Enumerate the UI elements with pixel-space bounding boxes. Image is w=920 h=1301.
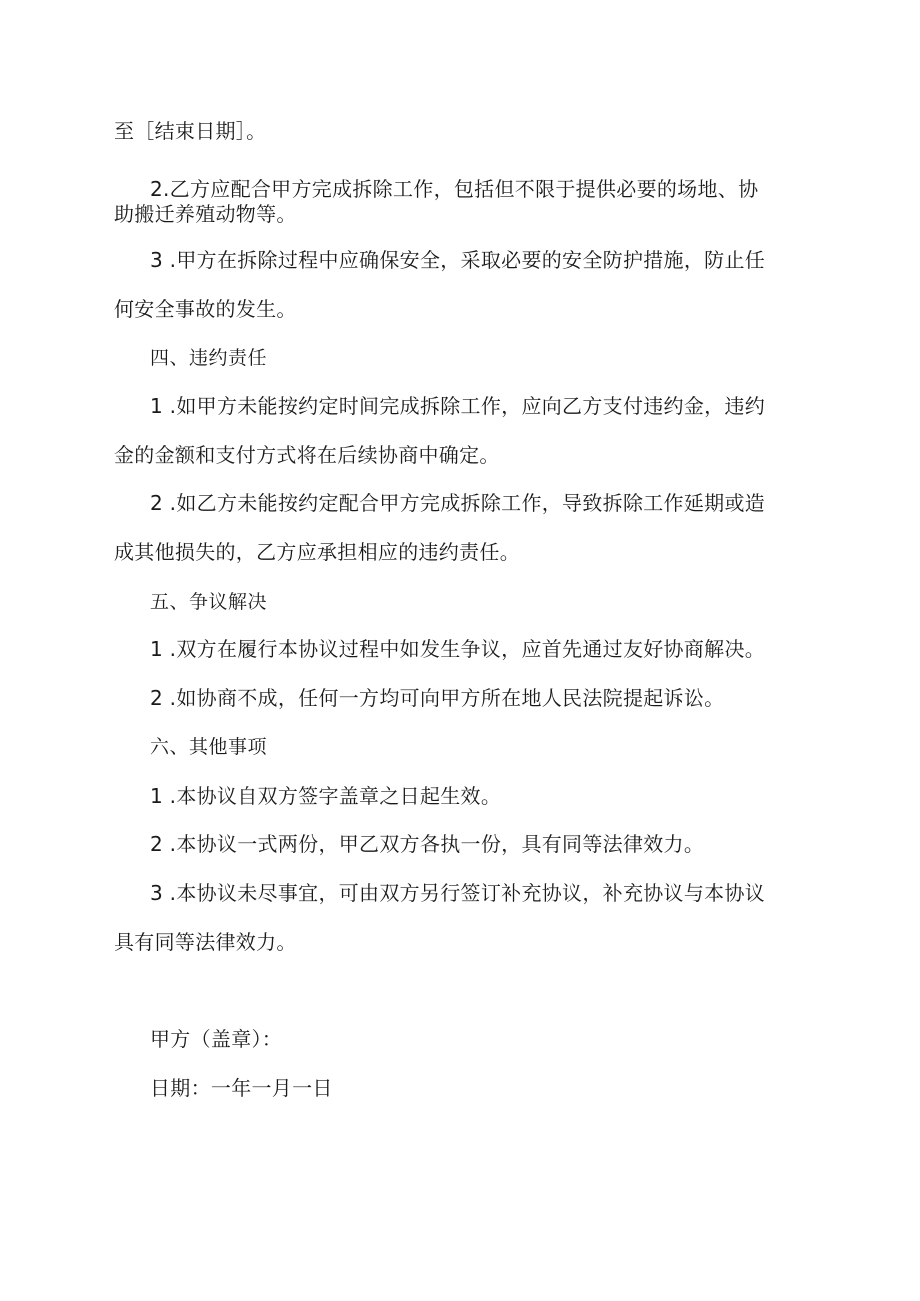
text-line: 1 .双方在履行本协议过程中如发生争议，应首先通过友好协商解决。 [150,637,766,661]
text-line: 2.乙方应配合甲方完成拆除工作，包括但不限于提供必要的场地、协 [150,177,759,201]
text-line: 具有同等法律效力。 [114,930,297,954]
text-line: 2 .如乙方未能按约定配合甲方完成拆除工作，导致拆除工作延期或造 [150,491,766,515]
text-line: 3 .本协议未尽事宜，可由双方另行签订补充协议，补充协议与本协议 [150,881,766,905]
section-heading: 六、其他事项 [150,736,268,758]
section-heading: 四、违约责任 [150,347,268,369]
text-line: 2 .如协商不成，任何一方均可向甲方所在地人民法院提起诉讼。 [150,686,725,710]
text-line: 至［结束日期］。 [114,119,267,143]
text-line: 何安全事故的发生。 [114,297,297,321]
section-heading: 五、争议解决 [150,591,268,613]
text-line: 1 .本协议自双方签字盖章之日起生效。 [150,784,502,808]
text-line: 金的金额和支付方式将在后续协商中确定。 [114,443,500,467]
text-line: 1 .如甲方未能按约定时间完成拆除工作，应向乙方支付违约金，违约 [150,394,766,418]
text-line: 助搬迁养殖动物等。 [114,202,297,226]
text-line: 3 .甲方在拆除过程中应确保安全，采取必要的安全防护措施，防止任 [150,248,766,272]
text-line: 2 .本协议一式两份，甲乙双方各执一份，具有同等法律效力。 [150,832,705,856]
text-line: 成其他损失的，乙方应承担相应的违约责任。 [114,540,520,564]
signature-party: 甲方（盖章）： [150,1027,283,1051]
signature-date: 日期：一年一月一日 [150,1076,333,1100]
